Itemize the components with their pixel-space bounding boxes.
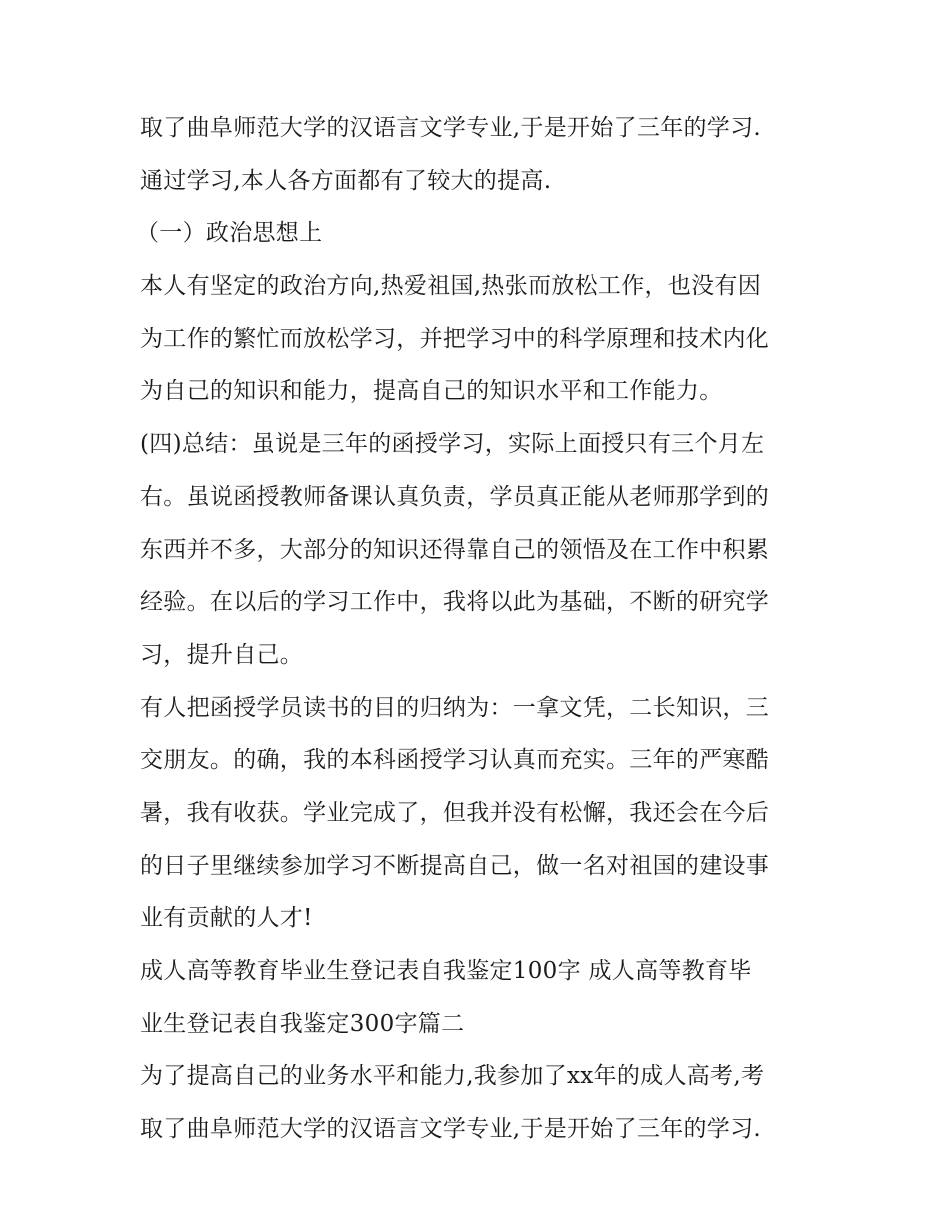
text-line: 取了曲阜师范大学的汉语言文学专业,于是开始了三年的学习. — [140, 115, 762, 141]
text-line: 本人有坚定的政治方向,热爱祖国,热张而放松工作，也没有因 — [140, 273, 762, 300]
text-line: 业生登记表自我鉴定300字篇二 — [140, 1010, 465, 1037]
text-line: (四)总结：虽说是三年的函授学习，实际上面授只有三个月左 — [140, 431, 765, 458]
section-heading: （一）政治思想上 — [136, 220, 323, 247]
text-line: 通过学习,本人各方面都有了较大的提高. — [140, 167, 552, 194]
text-line: 右。虽说函授教师备课认真负责，学员真正能从老师那学到的 — [140, 483, 770, 510]
text-line: 的日子里继续参加学习不断提高自己，做一名对祖国的建设事 — [140, 852, 770, 879]
text-line: 暑，我有收获。学业完成了，但我并没有松懈，我还会在今后 — [140, 799, 770, 826]
text-line: 有人把函授学员读书的目的归纳为：一拿文凭，二长知识，三 — [140, 694, 770, 721]
text-line: 东西并不多，大部分的知识还得靠自己的领悟及在工作中积累 — [140, 536, 770, 563]
text-line: 习，提升自己。 — [140, 641, 304, 668]
text-line: 成人高等教育毕业生登记表自我鉴定100字 成人高等教育毕 — [140, 958, 752, 984]
text-line: 为自己的知识和能力，提高自己的知识水平和工作能力。 — [140, 378, 723, 405]
text-line: 业有贡献的人才! — [140, 905, 313, 932]
text-line: 交朋友。的确，我的本科函授学习认真而充实。三年的严寒酷 — [140, 747, 770, 774]
text-line: 为工作的繁忙而放松学习，并把学习中的科学原理和技术内化 — [140, 325, 770, 352]
text-line: 经验。在以后的学习工作中，我将以此为基础，不断的研究学 — [140, 589, 770, 616]
text-line: 取了曲阜师范大学的汉语言文学专业,于是开始了三年的学习. — [140, 1116, 762, 1143]
document-body — [136, 102, 820, 1156]
text-line: 为了提高自己的业务水平和能力,我参加了xx年的成人高考,考 — [140, 1063, 765, 1090]
